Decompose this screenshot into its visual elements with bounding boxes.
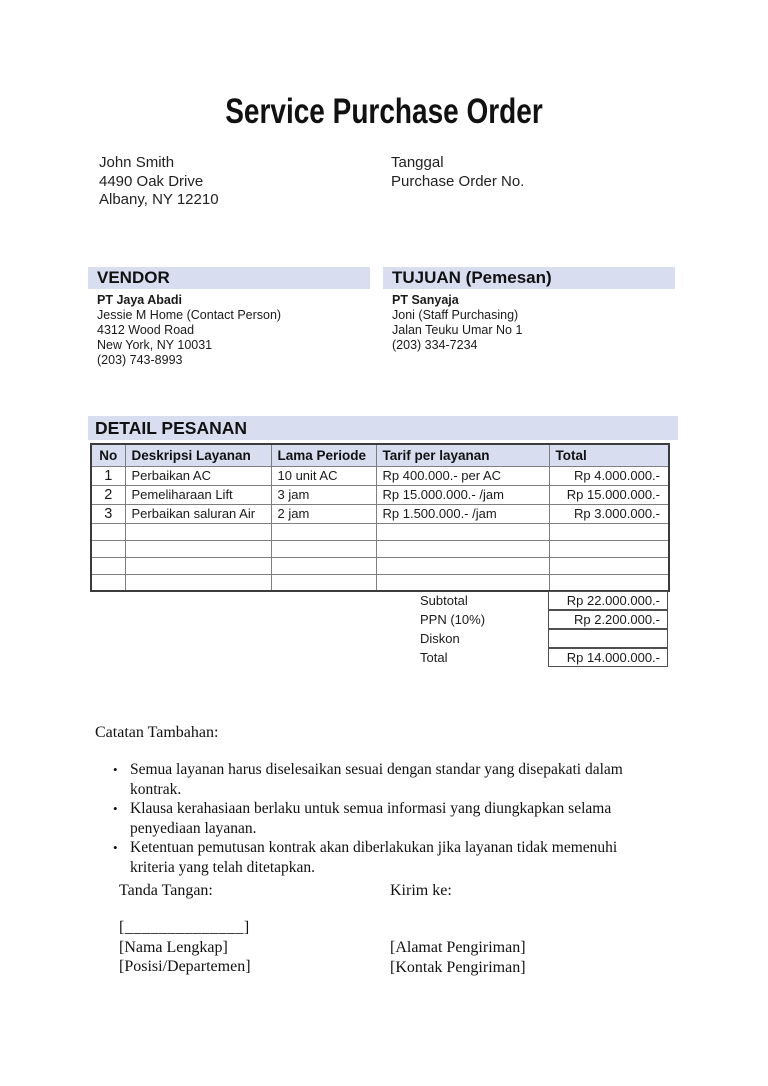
cell-total: Rp 15.000.000.- [549, 485, 669, 504]
cell-no: 3 [91, 504, 125, 523]
col-header-no: No [91, 444, 125, 466]
cell-deskripsi: Perbaikan AC [125, 466, 271, 485]
ship-contact-placeholder: [Kontak Pengiriman] [390, 958, 526, 976]
signature-block [119, 881, 251, 977]
shipping-block [390, 881, 526, 977]
cell-deskripsi: Perbaikan saluran Air [125, 504, 271, 523]
buyer-name: John Smith [99, 154, 175, 171]
table-row [91, 485, 669, 504]
total-value: Rp 14.000.000.- [548, 648, 668, 667]
order-table [90, 443, 670, 592]
table-empty-row [91, 523, 669, 540]
cell-total: Rp 3.000.000.- [549, 504, 669, 523]
bullet-icon: • [113, 840, 118, 855]
diskon-label: Diskon [420, 631, 460, 646]
recipient-contact: Joni (Staff Purchasing) [392, 308, 519, 322]
col-header-deskripsi: Deskripsi Layanan [125, 444, 271, 466]
note-item [95, 838, 658, 877]
buyer-address-block [99, 154, 219, 210]
note-text: Semua layanan harus diselesaikan sesuai dengan standar yang disepakati dalam kontrak. [130, 761, 623, 798]
col-header-lama: Lama Periode [271, 444, 376, 466]
cell-deskripsi: Pemeliharaan Lift [125, 485, 271, 504]
signature-name-placeholder: [Nama Lengkap] [119, 938, 228, 956]
bullet-icon: • [113, 801, 118, 816]
notes-heading: Catatan Tambahan: [95, 724, 219, 741]
cell-no: 1 [91, 466, 125, 485]
ppn-label: PPN (10%) [420, 612, 486, 627]
vendor-contact: Jessie M Home (Contact Person) [97, 308, 282, 322]
vendor-name: PT Jaya Abadi [97, 293, 182, 307]
cell-lama: 2 jam [271, 504, 376, 523]
summary-row-total [420, 648, 668, 667]
spacer [390, 901, 526, 938]
recipient-street: Jalan Teuku Umar No 1 [392, 323, 523, 337]
buyer-street: 4490 Oak Drive [99, 172, 204, 190]
table-row [91, 504, 669, 523]
recipient-section [383, 267, 675, 353]
cell-lama: 3 jam [271, 485, 376, 504]
summary-row-diskon [420, 629, 668, 648]
vendor-street: 4312 Wood Road [97, 323, 195, 337]
bullet-icon: • [113, 762, 118, 777]
table-empty-row [91, 557, 669, 574]
order-meta-block [391, 154, 524, 191]
vendor-phone: (203) 743-8993 [97, 353, 183, 367]
ppn-value: Rp 2.200.000.- [548, 610, 668, 629]
vendor-heading: VENDOR [88, 267, 370, 289]
summary-row-subtotal [420, 591, 668, 610]
page-title: Service Purchase Order [225, 92, 543, 131]
recipient-heading: TUJUAN (Pemesan) [383, 267, 675, 289]
note-text: Klausa kerahasiaan berlaku untuk semua informasi yang diungkapkan selama penyediaan layanan. [130, 800, 612, 837]
cell-total: Rp 4.000.000.- [549, 466, 669, 485]
table-header-row [91, 444, 669, 466]
additional-notes [95, 723, 680, 877]
col-header-total: Total [549, 444, 669, 466]
vendor-section [88, 267, 370, 368]
signature-position-placeholder: [Posisi/Departemen] [119, 958, 251, 975]
cell-tarif: Rp 1.500.000.- /jam [376, 504, 549, 523]
table-empty-row [91, 540, 669, 557]
signature-line: [______________] [119, 919, 250, 936]
cell-no: 2 [91, 485, 125, 504]
subtotal-value: Rp 22.000.000.- [548, 591, 668, 610]
signature-heading: Tanda Tangan: [119, 882, 213, 899]
buyer-city: Albany, NY 12210 [99, 191, 219, 208]
cell-tarif: Rp 15.000.000.- /jam [376, 485, 549, 504]
summary-row-ppn [420, 610, 668, 629]
totals-summary [420, 591, 668, 667]
note-item [95, 760, 658, 799]
vendor-city: New York, NY 10031 [97, 338, 213, 352]
recipient-name: PT Sanyaja [392, 293, 459, 307]
total-label: Total [420, 650, 448, 665]
note-text: Ketentuan pemutusan kontrak akan diberlakukan jika layanan tidak memenuhi kriteria yang telah ditetapkan. [130, 839, 618, 876]
cell-tarif: Rp 400.000.- per AC [376, 466, 549, 485]
diskon-value [548, 629, 668, 648]
table-row [91, 466, 669, 485]
date-label: Tanggal [391, 154, 444, 171]
note-item [95, 799, 658, 838]
recipient-phone: (203) 334-7234 [392, 338, 478, 352]
col-header-tarif: Tarif per layanan [376, 444, 549, 466]
ship-to-heading: Kirim ke: [390, 882, 452, 899]
table-empty-row [91, 574, 669, 591]
subtotal-label: Subtotal [420, 593, 468, 608]
cell-lama: 10 unit AC [271, 466, 376, 485]
po-number-label: Purchase Order No. [391, 172, 525, 190]
ship-address-placeholder: [Alamat Pengiriman] [390, 939, 526, 956]
order-detail-heading: DETAIL PESANAN [88, 416, 678, 440]
